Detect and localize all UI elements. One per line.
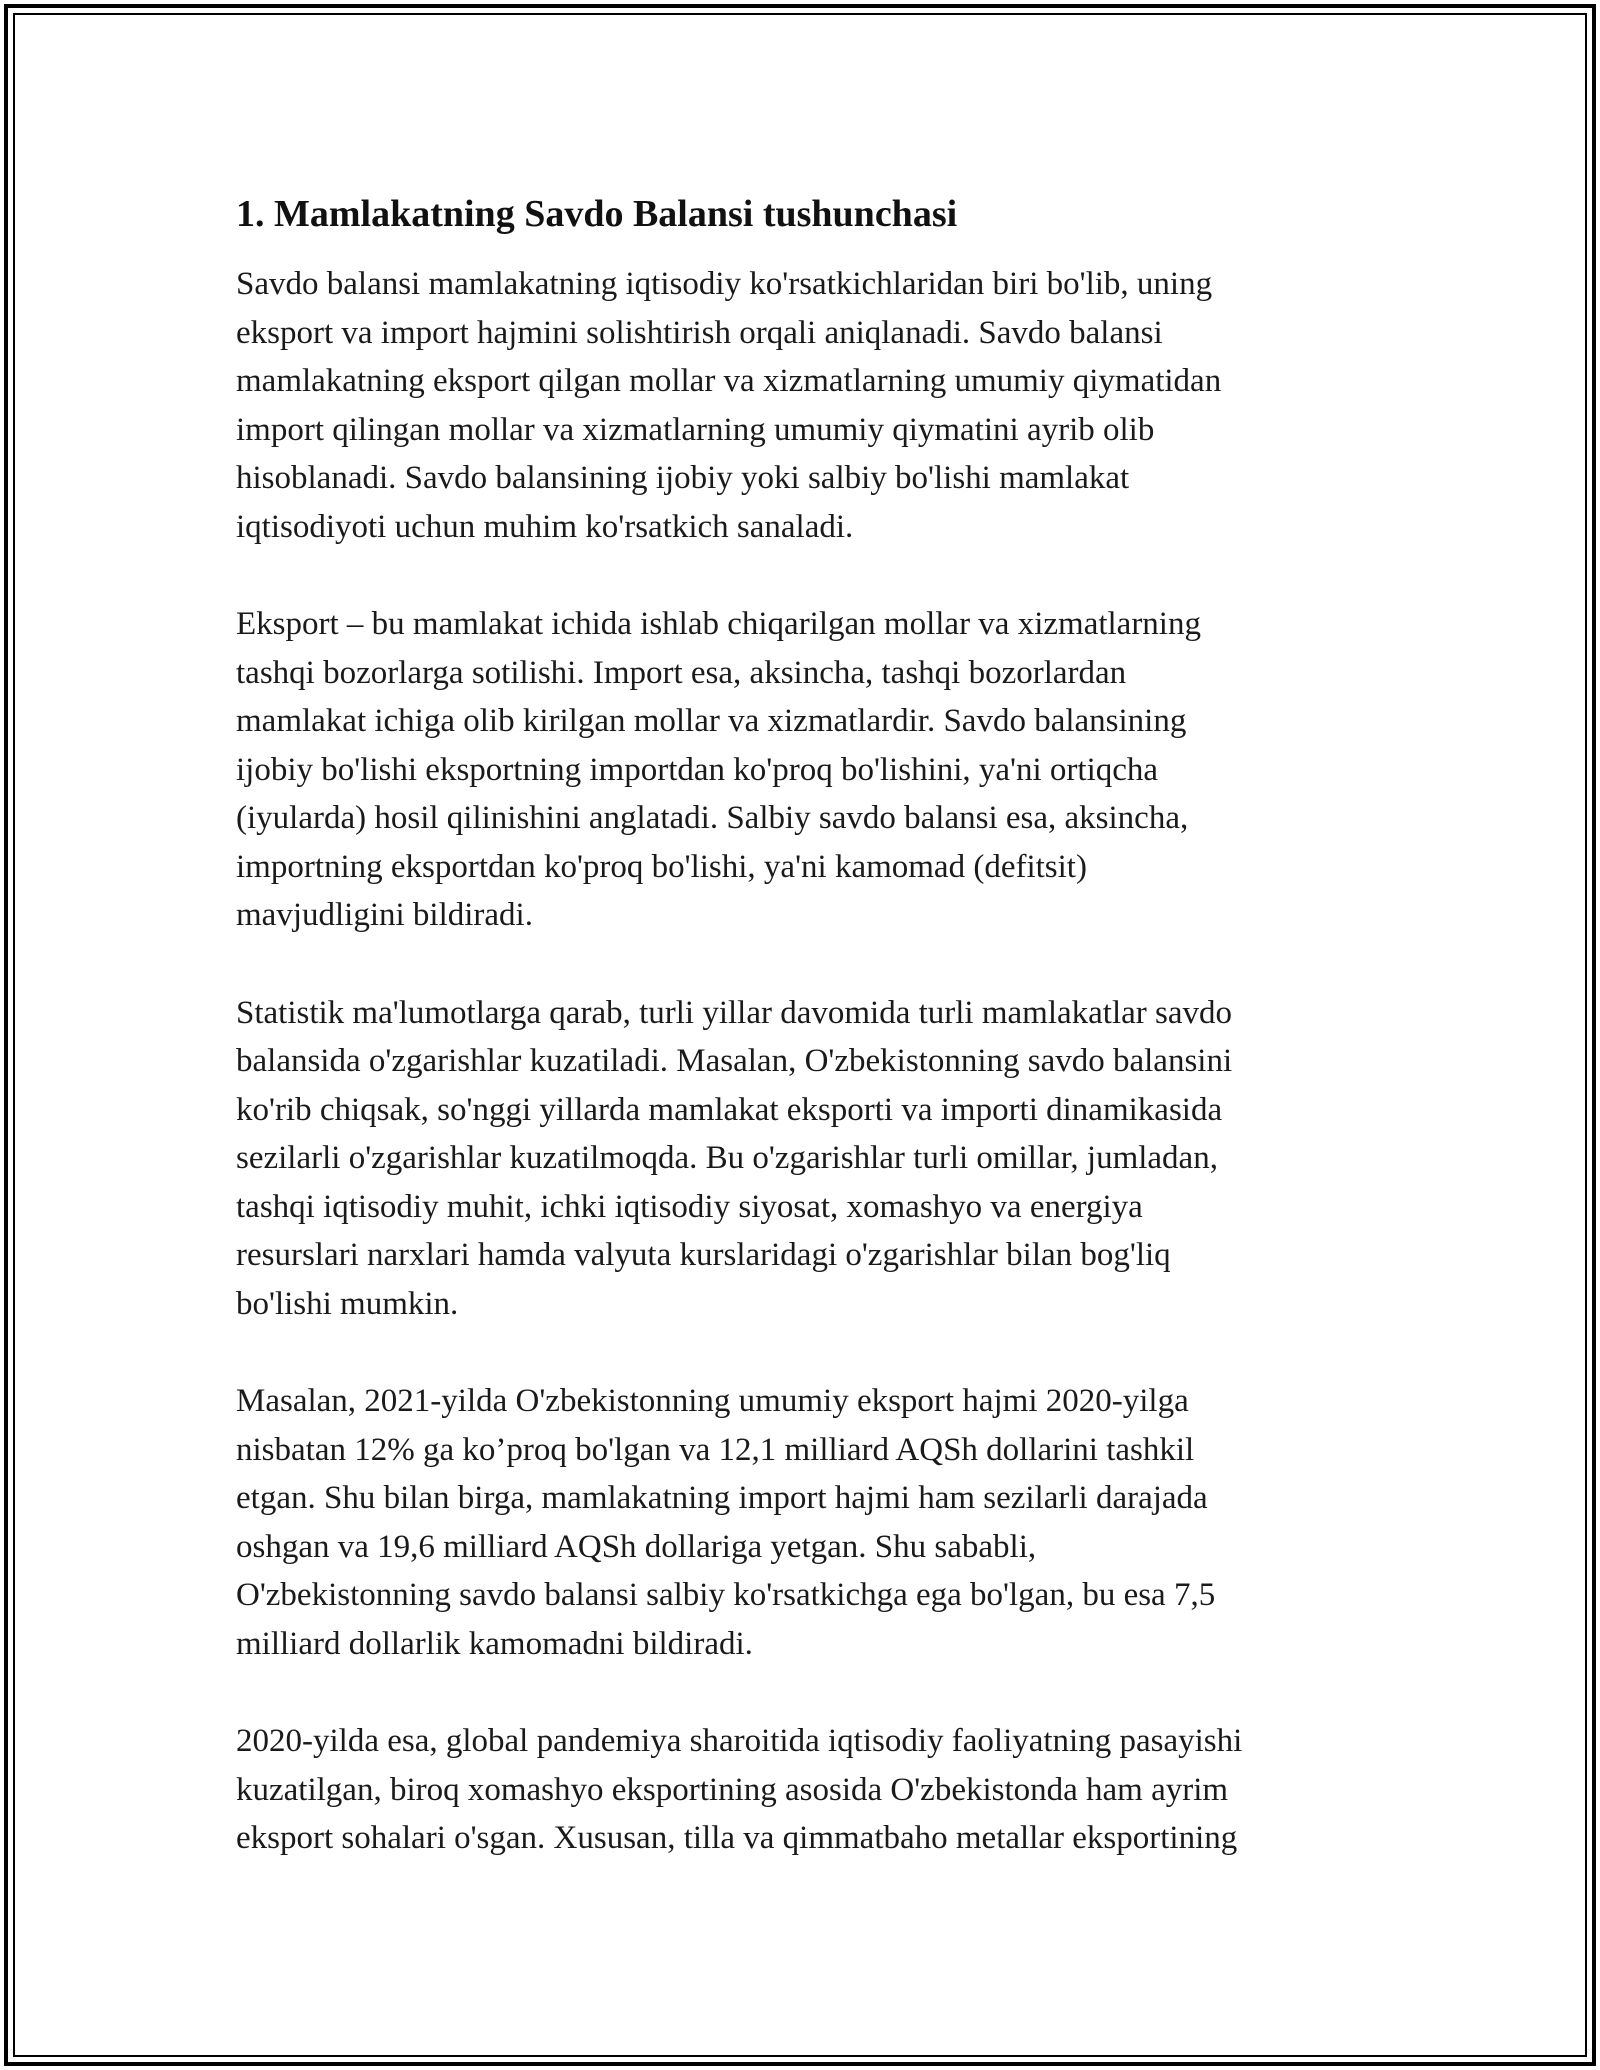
text-line: tashqi bozorlarga sotilishi. Import esa, aksincha, tashqi bozorlardan (236, 654, 1127, 691)
text-line: resurslari narxlari hamda valyuta kurslaridagi o'zgarishlar bilan bog'liq (236, 1237, 1171, 1273)
paragraph-trade-balance-definition (236, 260, 1366, 551)
paragraph-statistics (236, 989, 1366, 1329)
text-line: hisoblanadi. Savdo balansining ijobiy yoki salbiy bo'lishi mamlakat (236, 460, 1130, 496)
text-line: balansida o'zgarishlar kuzatiladi. Masalan, O'zbekistonning savdo balansini (236, 1043, 1233, 1079)
text-line: etgan. Shu bilan birga, mamlakatning import hajmi ham sezilarli darajada (236, 1480, 1208, 1516)
paragraph-2020-example (236, 1717, 1366, 1863)
text-line: kuzatilgan, biroq xomashyo eksportining asosida O'zbekistonda ham ayrim (236, 1771, 1229, 1808)
text-line: milliard dollarlik kamomadni bildiradi. (236, 1625, 753, 1662)
text-line: Savdo balansi mamlakatning iqtisodiy ko'rsatkichlaridan biri bo'lib, uning (236, 266, 1213, 302)
text-line: bo'lishi mumkin. (236, 1285, 459, 1322)
page-title: 1. Mamlakatning Savdo Balansi tushunchasi (236, 193, 958, 235)
text-line: 2020-yilda esa, global pandemiya sharoitida iqtisodiy faoliyatning pasayishi (236, 1723, 1243, 1759)
text-line: Statistik ma'lumotlarga qarab, turli yillar davomida turli mamlakatlar savdo (236, 994, 1233, 1031)
text-line: mamlakat ichiga olib kirilgan mollar va xizmatlardir. Savdo balansining (236, 703, 1187, 739)
text-line: eksport va import hajmini solishtirish orqali aniqlanadi. Savdo balansi (236, 314, 1163, 351)
text-line: tashqi iqtisodiy muhit, ichki iqtisodiy siyosat, xomashyo va energiya (236, 1188, 1143, 1225)
text-line: Masalan, 2021-yilda O'zbekistonning umumiy eksport hajmi 2020-yilga (236, 1383, 1189, 1419)
text-line: ijobiy bo'lishi eksportning importdan ko'proq bo'lishini, ya'ni ortiqcha (236, 751, 1159, 788)
paragraph-2021-example (236, 1377, 1366, 1668)
paragraph-export-import (236, 600, 1366, 940)
text-line: ko'rib chiqsak, so'nggi yillarda mamlakat eksporti va importi dinamikasida (236, 1091, 1223, 1128)
text-line: iqtisodiyoti uchun muhim ko'rsatkich sanaladi. (236, 508, 854, 545)
text-line: sezilarli o'zgarishlar kuzatilmoqda. Bu o'zgarishlar turli omillar, jumladan, (236, 1140, 1218, 1176)
text-line: mavjudligini bildiradi. (236, 897, 533, 933)
text-line: oshgan va 19,6 milliard AQSh dollariga yetgan. Shu sababli, (236, 1528, 1037, 1565)
text-line: nisbatan 12% ga ko’proq bo'lgan va 12,1 milliard AQSh dollarini tashkil (236, 1431, 1195, 1468)
text-line: O'zbekistonning savdo balansi salbiy ko'rsatkichga ega bo'lgan, bu esa 7,5 (236, 1577, 1216, 1613)
text-line: mamlakatning eksport qilgan mollar va xizmatlarning umumiy qiymatidan (236, 363, 1222, 399)
text-line: importning eksportdan ko'proq bo'lishi, ya'ni kamomad (defitsit) (236, 848, 1087, 885)
text-line: import qilingan mollar va xizmatlarning umumiy qiymatini ayrib olib (236, 411, 1155, 448)
text-line: eksport sohalari o'sgan. Xususan, tilla va qimmatbaho metallar eksportining (236, 1820, 1238, 1856)
text-line: (iyularda) hosil qilinishini anglatadi. Salbiy savdo balansi esa, aksincha, (236, 800, 1189, 836)
text-line: Eksport – bu mamlakat ichida ishlab chiqarilgan mollar va xizmatlarning (236, 606, 1201, 642)
document-body (236, 190, 1366, 1912)
